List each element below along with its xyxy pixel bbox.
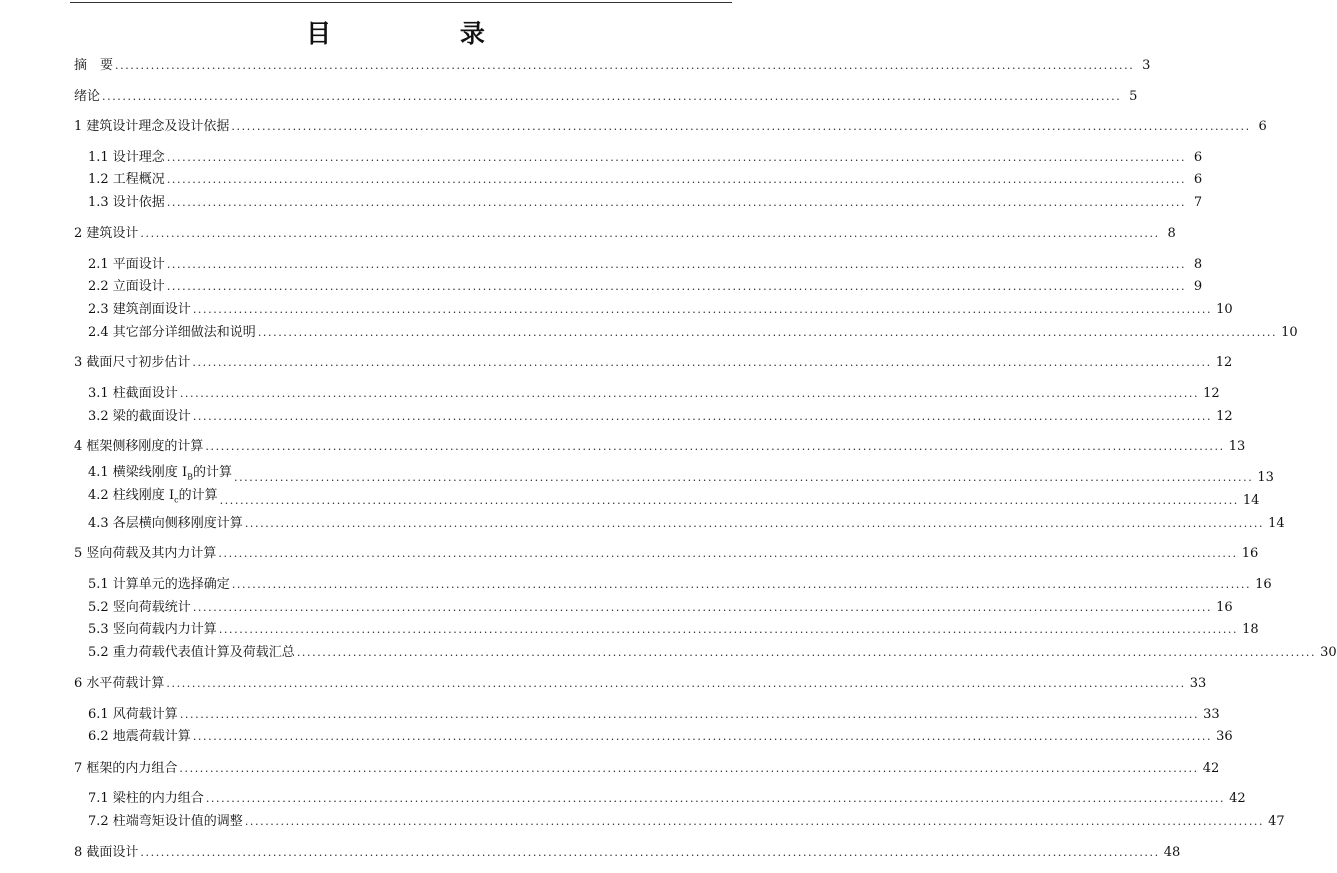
toc-entry-subscript: B bbox=[187, 473, 193, 482]
toc-entry-title: 5.1 计算单元的选择确定 bbox=[88, 577, 230, 592]
toc-entry-page-number: 16 bbox=[1241, 546, 1259, 561]
toc-entry-page-number: 30 bbox=[1320, 645, 1337, 660]
toc-entry[interactable] bbox=[88, 408, 1233, 426]
toc-entry[interactable] bbox=[88, 599, 1233, 617]
page-title: 目 录 bbox=[306, 19, 545, 48]
toc-entry-page-number: 6 bbox=[1193, 172, 1203, 187]
dot-leader: ........................................................................................................................................................................................................ bbox=[205, 440, 1225, 453]
dot-leader: ........................................................................................................................................................................................................ bbox=[231, 120, 1251, 133]
dot-leader: ........................................................................................................................................................................................................ bbox=[192, 356, 1212, 369]
toc-entry[interactable] bbox=[88, 194, 1203, 212]
toc-entry[interactable] bbox=[74, 760, 1220, 778]
toc-entry-page-number: 14 bbox=[1242, 493, 1260, 508]
toc-entry-title: 1.3 设计依据 bbox=[88, 195, 165, 210]
toc-entry-title: 2.2 立面设计 bbox=[88, 279, 165, 294]
toc-entry-page-number: 33 bbox=[1189, 676, 1207, 691]
toc-entry-title: 2.3 建筑剖面设计 bbox=[88, 302, 191, 317]
dot-leader: ........................................................................................................................................................................................................ bbox=[115, 59, 1135, 72]
toc-entry-page-number: 48 bbox=[1163, 845, 1181, 860]
toc-entry-page-number: 10 bbox=[1216, 302, 1233, 317]
dot-leader: ........................................................................................................................................................................................................ bbox=[296, 646, 1317, 659]
toc-entry[interactable] bbox=[88, 706, 1220, 724]
dot-leader: ........................................................................................................................................................................................................ bbox=[166, 151, 1187, 164]
toc-entry[interactable] bbox=[88, 149, 1203, 167]
dot-leader: ........................................................................................................................................................................................................ bbox=[205, 792, 1226, 805]
dot-leader: ........................................................................................................................................................................................................ bbox=[218, 547, 1238, 560]
toc-entry[interactable] bbox=[74, 118, 1267, 136]
dot-leader: ........................................................................................................................................................................................................ bbox=[166, 677, 1186, 690]
toc-entry-title: 5 竖向荷载及其内力计算 bbox=[74, 546, 217, 561]
toc-entry-title: 5.2 重力荷载代表值计算及荷载汇总 bbox=[88, 645, 295, 660]
toc-entry[interactable] bbox=[88, 385, 1220, 403]
toc-entry-title: 8 截面设计 bbox=[74, 845, 139, 860]
dot-leader: ........................................................................................................................................................................................................ bbox=[244, 815, 1265, 828]
toc-entry[interactable] bbox=[88, 465, 1274, 487]
dot-leader: ........................................................................................................................................................................................................ bbox=[166, 173, 1187, 186]
toc-entry[interactable] bbox=[88, 621, 1259, 639]
toc-entry[interactable] bbox=[88, 576, 1272, 594]
toc-entry-title: 2.4 其它部分详细做法和说明 bbox=[88, 325, 256, 340]
toc-entry[interactable] bbox=[88, 324, 1298, 342]
toc-entry-page-number: 16 bbox=[1216, 600, 1233, 615]
dot-leader: ........................................................................................................................................................................................................ bbox=[219, 494, 1239, 507]
dot-leader: ........................................................................................................................................................................................................ bbox=[218, 623, 1239, 636]
toc-entry-title: 5.3 竖向荷载内力计算 bbox=[88, 622, 217, 637]
dot-leader: ........................................................................................................................................................................................................ bbox=[257, 326, 1278, 339]
dot-leader: ........................................................................................................................................................................................................ bbox=[179, 762, 1199, 775]
dot-leader: ........................................................................................................................................................................................................ bbox=[231, 578, 1252, 591]
toc-entry-page-number: 10 bbox=[1281, 325, 1298, 340]
toc-entry-title: 4 框架侧移刚度的计算 bbox=[74, 439, 204, 454]
toc-entry-title: 4.3 各层横向侧移刚度计算 bbox=[88, 516, 243, 531]
toc-entry-page-number: 6 bbox=[1193, 150, 1203, 165]
toc-entry-title: 3 截面尺寸初步估计 bbox=[74, 355, 191, 370]
toc-entry[interactable] bbox=[74, 225, 1176, 243]
toc-entry-page-number: 12 bbox=[1203, 386, 1220, 401]
toc-entry-page-number: 42 bbox=[1202, 761, 1220, 776]
toc-entry[interactable] bbox=[74, 844, 1181, 862]
toc-entry-title: 7.1 梁柱的内力组合 bbox=[88, 791, 204, 806]
toc-entry-title: 2.1 平面设计 bbox=[88, 257, 165, 272]
toc-entry-title: 6 水平荷载计算 bbox=[74, 676, 165, 691]
toc-entry-page-number: 8 bbox=[1193, 257, 1203, 272]
dot-leader: ........................................................................................................................................................................................................ bbox=[166, 196, 1187, 209]
dot-leader: ........................................................................................................................................................................................................ bbox=[192, 410, 1213, 423]
dot-leader: ........................................................................................................................................................................................................ bbox=[140, 846, 1160, 859]
toc-entry-title: 3.2 梁的截面设计 bbox=[88, 409, 191, 424]
dot-leader: ........................................................................................................................................................................................................ bbox=[192, 730, 1213, 743]
toc-entry-title: 3.1 柱截面设计 bbox=[88, 386, 178, 401]
toc-entry-page-number: 5 bbox=[1129, 89, 1138, 104]
dot-leader: ........................................................................................................................................................................................................ bbox=[179, 708, 1200, 721]
toc-entry-page-number: 14 bbox=[1268, 516, 1285, 531]
toc-entry[interactable] bbox=[74, 354, 1233, 372]
toc-entry-title: 2 建筑设计 bbox=[74, 226, 139, 241]
toc-entry-page-number: 6 bbox=[1258, 119, 1267, 134]
dot-leader: ........................................................................................................................................................................................................ bbox=[102, 90, 1122, 103]
toc-entry[interactable] bbox=[88, 515, 1285, 533]
toc-entry-page-number: 8 bbox=[1167, 226, 1176, 241]
toc-entry[interactable] bbox=[88, 728, 1233, 746]
toc-entry-page-number: 12 bbox=[1216, 409, 1233, 424]
dot-leader: ........................................................................................................................................................................................................ bbox=[179, 387, 1200, 400]
toc-entry[interactable] bbox=[88, 278, 1203, 296]
toc-entry-title: 5.2 竖向荷载统计 bbox=[88, 600, 191, 615]
toc-entry[interactable] bbox=[74, 545, 1259, 563]
toc-entry-page-number: 18 bbox=[1242, 622, 1259, 637]
toc-entry-title: 绪论 bbox=[74, 89, 101, 104]
toc-entry-page-number: 7 bbox=[1193, 195, 1203, 210]
toc-entry-title: 1.1 设计理念 bbox=[88, 150, 165, 165]
toc-entry[interactable] bbox=[88, 644, 1337, 662]
toc-entry-title: 4.1 横梁线刚度 $I_B$的计算 bbox=[88, 465, 232, 482]
toc-entry-page-number: 13 bbox=[1228, 439, 1246, 454]
toc-entry-title: 4.2 柱线刚度 $I_c$的计算 bbox=[88, 488, 218, 505]
toc-entry-title: 6.1 风荷载计算 bbox=[88, 707, 178, 722]
toc-entry-subscript: c bbox=[174, 496, 179, 505]
toc-entry-title: 7.2 柱端弯矩设计值的调整 bbox=[88, 814, 243, 829]
toc-entry-page-number: 16 bbox=[1255, 577, 1272, 592]
toc-entry-page-number: 33 bbox=[1203, 707, 1220, 722]
toc-entry[interactable] bbox=[74, 88, 1138, 106]
dot-leader: ........................................................................................................................................................................................................ bbox=[140, 227, 1160, 240]
toc-entry[interactable] bbox=[74, 675, 1207, 693]
dot-leader: ........................................................................................................................................................................................................ bbox=[192, 601, 1213, 614]
toc-entry[interactable] bbox=[74, 57, 1151, 75]
dot-leader: ........................................................................................................................................................................................................ bbox=[166, 280, 1187, 293]
dot-leader: ........................................................................................................................................................................................................ bbox=[244, 517, 1265, 530]
toc-entry-page-number: 47 bbox=[1268, 814, 1285, 829]
dot-leader: ........................................................................................................................................................................................................ bbox=[192, 303, 1213, 316]
dot-leader: ........................................................................................................................................................................................................ bbox=[233, 471, 1254, 484]
toc-entry-title: 1 建筑设计理念及设计依据 bbox=[74, 119, 230, 134]
toc-entry-page-number: 9 bbox=[1193, 279, 1203, 294]
toc-entry-page-number: 12 bbox=[1215, 355, 1233, 370]
toc-entry[interactable] bbox=[88, 488, 1260, 510]
toc-entry[interactable] bbox=[88, 813, 1285, 831]
toc-entry-page-number: 13 bbox=[1257, 470, 1274, 485]
toc-entry-page-number: 36 bbox=[1216, 729, 1233, 744]
toc-entry[interactable] bbox=[74, 438, 1246, 456]
toc-entry[interactable] bbox=[88, 790, 1246, 808]
toc-entry-title: 摘 要 bbox=[74, 58, 114, 73]
toc-entry[interactable] bbox=[88, 256, 1203, 274]
toc-entry[interactable] bbox=[88, 301, 1233, 319]
toc-entry-title: 7 框架的内力组合 bbox=[74, 761, 178, 776]
toc-entry-page-number: 42 bbox=[1229, 791, 1246, 806]
toc-entry-title: 6.2 地震荷载计算 bbox=[88, 729, 191, 744]
toc-entry[interactable] bbox=[88, 171, 1203, 189]
toc-entry-page-number: 3 bbox=[1142, 58, 1151, 73]
toc-entry-title: 1.2 工程概况 bbox=[88, 172, 165, 187]
dot-leader: ........................................................................................................................................................................................................ bbox=[166, 258, 1187, 271]
